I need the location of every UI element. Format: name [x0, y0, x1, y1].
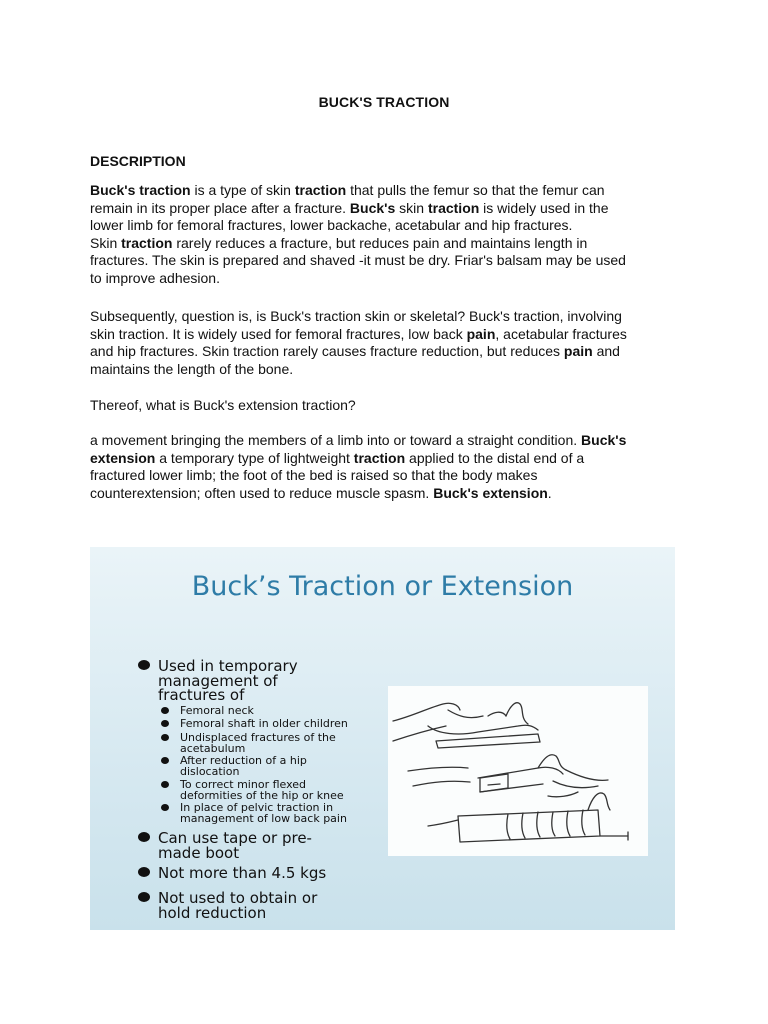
bullet-icon [161, 720, 169, 727]
paragraph-4 [90, 432, 690, 502]
paragraph-1 [90, 182, 690, 288]
paragraph-3 [90, 397, 690, 415]
text-run: rarely reduces a fracture, but reduces pain and maintains length in [172, 234, 588, 251]
bullet-text: made boot [158, 843, 240, 862]
bold-text: Buck's extension [433, 484, 548, 501]
slide-subbullet-5 [180, 780, 344, 801]
text-run: applied to the distal end of a [405, 449, 585, 466]
bullet-text: Not more than 4.5 kgs [158, 864, 327, 882]
text-line: to improve adhesion. [90, 269, 220, 286]
bold-text: extension [90, 449, 156, 466]
slide-subbullet-6 [180, 803, 347, 824]
bullet-text: Can use tape or pre- [158, 829, 312, 847]
subbullet-text: deformities of the hip or knee [180, 788, 344, 802]
text-run: remain in its proper place after a fracture. [90, 199, 350, 216]
subbullet-text: In place of pelvic traction in [180, 801, 334, 814]
bold-text: traction [427, 199, 480, 216]
text-run: counterextension; often used to reduce muscle spasm. [90, 484, 434, 501]
bullet-icon [138, 892, 150, 902]
text-run: that pulls the femur so that the femur can [346, 182, 605, 198]
bullet-text: hold reduction [158, 903, 267, 922]
bullet-text: Used in temporary [158, 657, 298, 675]
text-run: skin traction. It is widely used for femoral fractures, low back [90, 325, 467, 342]
subbullet-text: Femoral shaft in older children [180, 717, 348, 730]
text-line: fractured lower limb; the foot of the bed is raised so that the body makes [90, 467, 538, 484]
bold-text: pain [563, 343, 593, 360]
bold-text: Buck's [581, 432, 627, 448]
bullet-icon [138, 867, 150, 877]
text-run: and [592, 343, 620, 360]
slide-bullet-3 [158, 866, 326, 881]
embedded-slide-image [90, 547, 675, 930]
slide-subbullet-4 [180, 756, 307, 777]
paragraph-2 [90, 308, 690, 378]
text-run: . [547, 484, 552, 501]
slide-bullet-1 [158, 659, 298, 703]
text-run: and hip fractures. Skin traction rarely causes fracture reduction, but reduces [90, 343, 564, 360]
bold-text: Buck's [349, 199, 396, 216]
bullet-icon [161, 707, 169, 714]
subbullet-text: acetabulum [180, 741, 246, 755]
document-title: BUCK'S TRACTION [318, 94, 450, 110]
bullet-icon [161, 757, 169, 764]
bullet-text: Not used to obtain or [158, 889, 318, 907]
slide-bullet-2 [158, 831, 312, 860]
text-line: fractures. The skin is prepared and shaved -it must be dry. Friar's balsam may be used [90, 252, 626, 269]
text-line: Thereof, what is Buck's extension traction? [90, 397, 356, 413]
text-run: is widely used in the [479, 199, 609, 216]
subbullet-text: dislocation [180, 764, 240, 778]
bold-text: traction [294, 182, 347, 198]
slide-subbullet-3 [180, 733, 336, 754]
text-run: a movement bringing the members of a limb into or toward a straight condition. [90, 432, 582, 448]
subbullet-text: Undisplaced fractures of the [180, 731, 336, 744]
bullet-icon [161, 781, 169, 788]
bold-text: pain [466, 325, 496, 342]
bullet-icon [161, 734, 169, 741]
subbullet-text: To correct minor flexed [180, 778, 307, 791]
text-line: Subsequently, question is, is Buck's traction skin or skeletal? Buck's traction, involving [90, 308, 622, 324]
bullet-text: management of [158, 671, 278, 690]
slide-subbullet-1 [180, 706, 254, 717]
subbullet-text: After reduction of a hip [180, 754, 307, 767]
text-run: is a type of skin [190, 182, 295, 198]
subbullet-text: Femoral neck [180, 704, 254, 717]
text-line: lower limb for femoral fractures, lower backache, acetabular and hip fractures. [90, 217, 573, 234]
bold-text: traction [353, 449, 406, 466]
bold-text: traction [121, 234, 173, 251]
slide-bullet-4 [158, 891, 317, 920]
slide-title: Buck’s Traction or Extension [191, 571, 574, 602]
text-run: , acetabular fractures [495, 325, 627, 342]
text-run: Skin [90, 234, 122, 251]
slide-subbullet-2 [180, 719, 348, 730]
bold-text: Buck's traction [90, 182, 191, 198]
bullet-text: fractures of [158, 686, 245, 704]
text-run: a temporary type of lightweight [155, 449, 354, 466]
text-line: maintains the length of the bone. [90, 360, 294, 377]
text-run: skin [395, 199, 428, 216]
subbullet-text: management of low back pain [180, 811, 347, 825]
bullet-icon [138, 832, 150, 842]
bullet-icon [161, 804, 169, 811]
section-heading-description: DESCRIPTION [90, 153, 186, 169]
traction-leg-illustration [388, 686, 648, 856]
bullet-icon [138, 660, 150, 670]
